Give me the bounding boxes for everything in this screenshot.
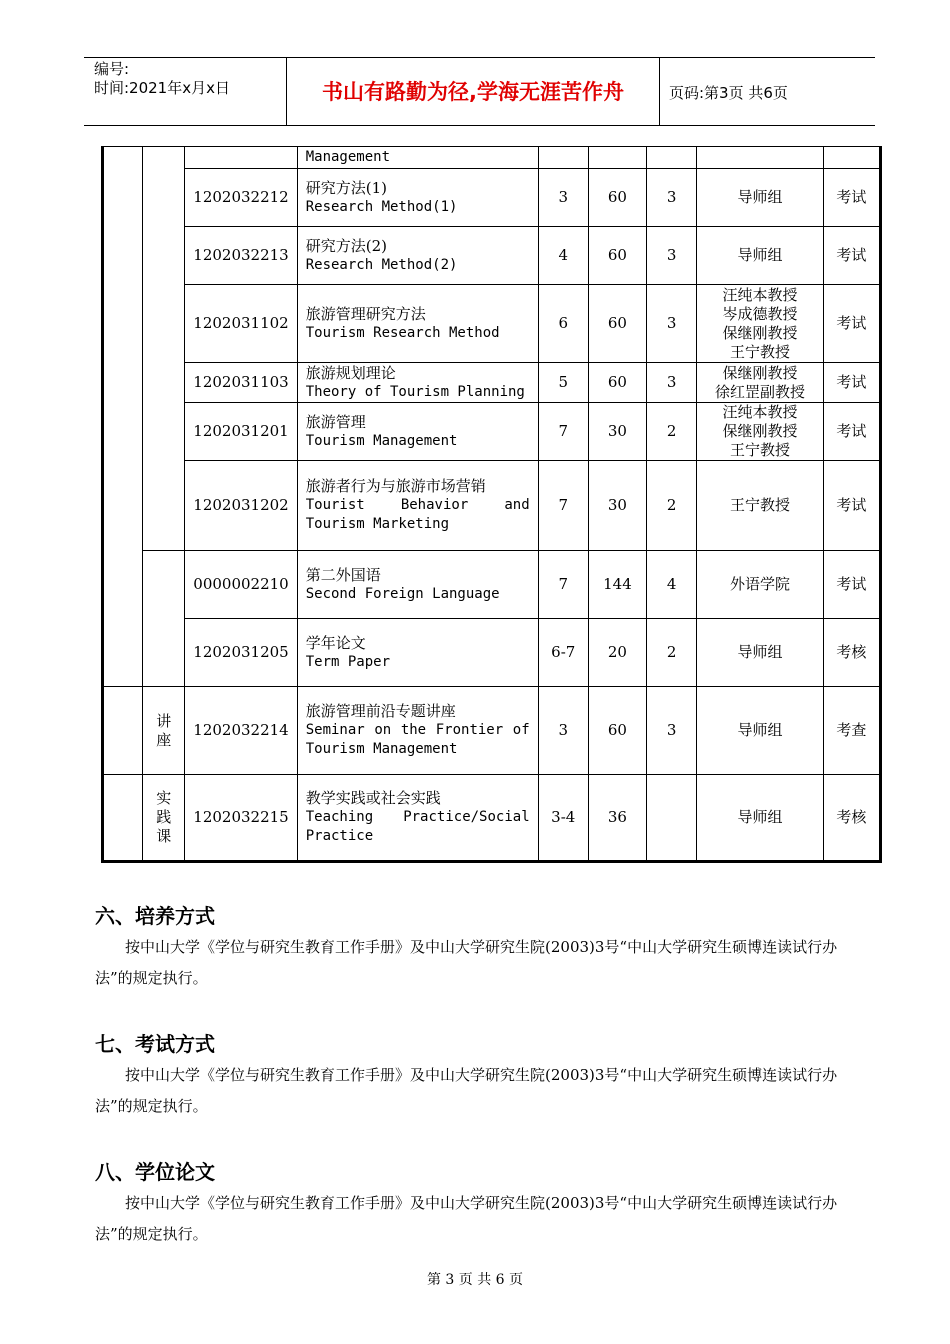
exam-type: 考查 — [823, 687, 880, 775]
time-label: 时间:2021年x月x日 — [94, 79, 230, 97]
teacher: 外语学院 — [697, 551, 823, 619]
section-text: 按中山大学《学位与研究生教育工作手册》及中山大学研究生院(2003)3号“中山大学研究生硕博连读试行办法”的规定执行。 — [95, 1194, 838, 1243]
course-name: 研究方法(1) Research Method(1) — [297, 169, 538, 227]
category-cell — [103, 147, 143, 687]
credits: 4 — [647, 551, 697, 619]
semester: 3 — [538, 169, 588, 227]
number-label: 编号: — [94, 60, 130, 78]
exam-type: 考试 — [823, 363, 880, 403]
table-row — [103, 551, 881, 619]
table-row — [103, 227, 881, 285]
teacher: 汪纯本教授 保继刚教授 王宁教授 — [697, 403, 823, 461]
header-motto: 书山有路勤为径,学海无涯苦作舟 — [322, 80, 624, 104]
credits: 3 — [647, 363, 697, 403]
category-cell — [103, 687, 143, 775]
course-code — [185, 147, 297, 169]
semester: 7 — [538, 461, 588, 551]
credits: 3 — [647, 169, 697, 227]
exam-type: 考试 — [823, 285, 880, 363]
semester: 3 — [538, 687, 588, 775]
course-code: 1202032215 — [185, 775, 297, 862]
course-name: 学年论文 Term Paper — [297, 619, 538, 687]
hours: 20 — [588, 619, 646, 687]
table-row — [103, 775, 881, 862]
exam-type: 考核 — [823, 619, 880, 687]
exam-type: 考试 — [823, 403, 880, 461]
page-header — [84, 57, 875, 126]
course-code: 0000002210 — [185, 551, 297, 619]
hours: 36 — [588, 775, 646, 862]
course-table — [101, 146, 882, 863]
hours: 60 — [588, 227, 646, 285]
teacher: 导师组 — [697, 687, 823, 775]
credits: 2 — [647, 461, 697, 551]
credits: 3 — [647, 687, 697, 775]
semester: 5 — [538, 363, 588, 403]
category-cell — [103, 775, 143, 862]
teacher: 保继刚教授 徐红罡副教授 — [697, 363, 823, 403]
course-name: 旅游管理 Tourism Management — [297, 403, 538, 461]
course-code: 1202031102 — [185, 285, 297, 363]
course-code: 1202032213 — [185, 227, 297, 285]
table-row — [103, 619, 881, 687]
header-meta — [94, 60, 230, 98]
category-label: 实践课 — [143, 775, 185, 862]
page-footer: 第 3 页 共 6 页 — [426, 1272, 524, 1288]
section-text: 按中山大学《学位与研究生教育工作手册》及中山大学研究生院(2003)3号“中山大学研究生硕博连读试行办法”的规定执行。 — [95, 1066, 838, 1115]
course-code: 1202031201 — [185, 403, 297, 461]
section-title: 八、学位论文 — [95, 1160, 215, 1184]
subcategory-cell — [143, 551, 185, 687]
course-name: 旅游管理研究方法 Tourism Research Method — [297, 285, 538, 363]
course-code: 1202032212 — [185, 169, 297, 227]
header-page-number: 页码:第3页 共6页 — [669, 84, 788, 102]
exam-type: 考试 — [823, 169, 880, 227]
semester: 7 — [538, 403, 588, 461]
teacher: 导师组 — [697, 619, 823, 687]
subcategory-cell — [143, 147, 185, 551]
hours: 30 — [588, 403, 646, 461]
table-row — [103, 147, 881, 169]
section-title: 六、培养方式 — [95, 904, 215, 928]
course-name: 教学实践或社会实践 Teaching Practice/Social Practice — [297, 775, 538, 862]
course-name: Management — [297, 147, 538, 169]
course-name: 第二外国语 Second Foreign Language — [297, 551, 538, 619]
exam-type: 考试 — [823, 227, 880, 285]
table-row — [103, 461, 881, 551]
table-row — [103, 687, 881, 775]
course-code: 1202031202 — [185, 461, 297, 551]
course-name: 研究方法(2) Research Method(2) — [297, 227, 538, 285]
table-row — [103, 285, 881, 363]
hours: 60 — [588, 285, 646, 363]
table-row — [103, 169, 881, 227]
teacher: 汪纯本教授 岑成德教授 保继刚教授 王宁教授 — [697, 285, 823, 363]
hours: 30 — [588, 461, 646, 551]
table-row — [103, 403, 881, 461]
header-divider — [659, 58, 660, 125]
category-label: 讲座 — [143, 687, 185, 775]
semester: 6-7 — [538, 619, 588, 687]
section-title: 七、考试方式 — [95, 1032, 215, 1056]
credits: 3 — [647, 285, 697, 363]
hours: 60 — [588, 169, 646, 227]
semester: 6 — [538, 285, 588, 363]
hours: 60 — [588, 363, 646, 403]
credits: 3 — [647, 227, 697, 285]
semester: 3-4 — [538, 775, 588, 862]
section-text: 按中山大学《学位与研究生教育工作手册》及中山大学研究生院(2003)3号“中山大学研究生硕博连读试行办法”的规定执行。 — [95, 938, 838, 987]
exam-type: 考试 — [823, 461, 880, 551]
course-name: 旅游规划理论 Theory of Tourism Planning — [297, 363, 538, 403]
course-name: 旅游管理前沿专题讲座 Seminar on the Frontier of Tourism Management — [297, 687, 538, 775]
exam-type: 考试 — [823, 551, 880, 619]
semester: 4 — [538, 227, 588, 285]
exam-type: 考核 — [823, 775, 880, 862]
hours: 60 — [588, 687, 646, 775]
teacher: 导师组 — [697, 227, 823, 285]
teacher: 王宁教授 — [697, 461, 823, 551]
teacher: 导师组 — [697, 169, 823, 227]
credits: 2 — [647, 619, 697, 687]
credits: 2 — [647, 403, 697, 461]
semester: 7 — [538, 551, 588, 619]
course-code: 1202032214 — [185, 687, 297, 775]
hours: 144 — [588, 551, 646, 619]
course-name: 旅游者行为与旅游市场营销 Tourist Behavior and Tourism Marketing — [297, 461, 538, 551]
course-code: 1202031205 — [185, 619, 297, 687]
teacher: 导师组 — [697, 775, 823, 862]
table-row — [103, 363, 881, 403]
credits — [647, 775, 697, 862]
course-code: 1202031103 — [185, 363, 297, 403]
